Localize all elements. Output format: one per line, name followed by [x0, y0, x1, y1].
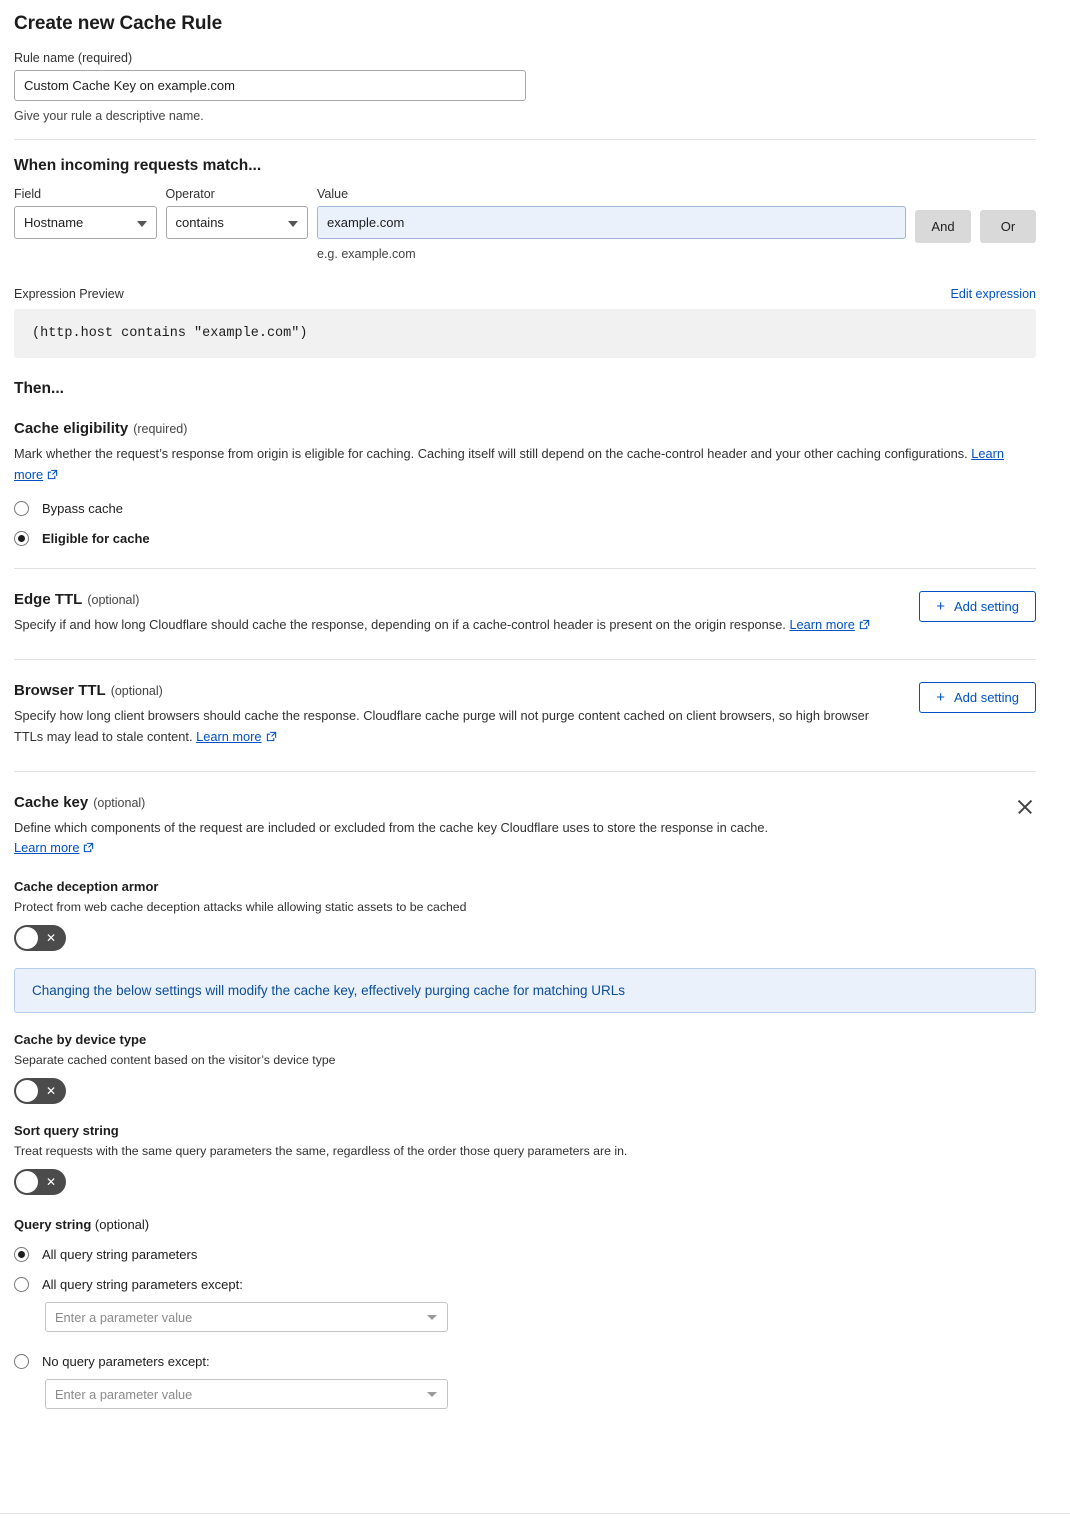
toggle-off-icon: ✕ — [45, 1175, 56, 1190]
match-row — [14, 187, 1036, 261]
radio-all-query-string-parameters-except-label: All query string parameters except: — [42, 1277, 243, 1293]
value-input[interactable] — [317, 206, 906, 239]
cache-key-optional: (optional) — [93, 795, 146, 810]
operator-select[interactable] — [166, 206, 309, 239]
field-select-value: Hostname — [24, 215, 84, 230]
edge-ttl-description — [14, 615, 870, 637]
browser-ttl-add-setting-button[interactable] — [919, 682, 1036, 713]
cache-deception-armor-toggle[interactable] — [14, 925, 66, 951]
field-select[interactable] — [14, 206, 157, 239]
none-except-parameter-placeholder: Enter a parameter value — [55, 1386, 193, 1402]
browser-ttl-title: Browser TTL — [14, 682, 106, 700]
edge-ttl-section — [14, 569, 1036, 637]
external-link-icon — [83, 839, 94, 860]
cache-key-description — [14, 818, 768, 860]
cache-key-heading — [14, 794, 768, 811]
bottom-bar — [0, 1513, 1070, 1520]
browser-ttl-section — [14, 660, 1036, 748]
toggle-knob — [16, 927, 38, 949]
radio-all-query-string-parameters[interactable] — [14, 1247, 29, 1262]
query-string-heading — [14, 1217, 1036, 1232]
cache-eligibility-optional: (required) — [133, 422, 188, 436]
toggle-knob — [16, 1171, 38, 1193]
toggle-knob — [16, 1080, 38, 1102]
edge-ttl-title: Edge TTL — [14, 591, 83, 609]
browser-ttl-add-setting-label: Add setting — [953, 690, 1019, 706]
cache-eligibility-description — [14, 444, 1014, 486]
or-button[interactable]: Or — [980, 210, 1036, 243]
all-except-parameter-placeholder: Enter a parameter value — [55, 1309, 193, 1325]
cache-deception-armor-title: Cache deception armor — [14, 879, 159, 895]
operator-label: Operator — [165, 187, 215, 201]
cache-by-device-type-description: Separate cached content based on the visitor’s device type — [14, 1053, 336, 1068]
expression-header — [14, 287, 1036, 301]
browser-ttl-description-text: Specify how long client browsers should cache the response. Cloudflare cache purge will not purge content cached on client browsers, so high browser TTLs may lead to stale content. — [14, 708, 870, 744]
value-hint: e.g. example.com — [317, 247, 416, 261]
query-string-title: Query string — [14, 1217, 92, 1233]
none-except-parameter-input[interactable] — [45, 1379, 448, 1409]
radio-no-query-parameters-except[interactable] — [14, 1354, 29, 1369]
edge-ttl-learn-more[interactable]: Learn more — [789, 617, 855, 633]
edge-ttl-add-setting-label: Add setting — [953, 599, 1019, 615]
expression-preview: (http.host contains "example.com") — [14, 309, 1036, 358]
cache-key-notice: Changing the below settings will modify the cache key, effectively purging cache for matching URLs — [14, 968, 1036, 1013]
plus-icon: + — [936, 598, 945, 616]
radio-eligible-for-cache[interactable] — [14, 531, 29, 546]
all-except-parameter-input[interactable] — [45, 1302, 448, 1332]
sort-query-string-title: Sort query string — [14, 1123, 119, 1139]
query-string-option-all-except[interactable] — [14, 1277, 1036, 1292]
cache-eligibility-heading — [14, 420, 1036, 437]
and-button[interactable]: And — [915, 210, 971, 243]
browser-ttl-optional: (optional) — [110, 684, 163, 699]
toggle-off-icon: ✕ — [45, 931, 56, 946]
external-link-icon — [859, 616, 870, 637]
browser-ttl-learn-more[interactable]: Learn more — [196, 728, 262, 744]
cache-eligibility-option-bypass[interactable] — [14, 501, 1036, 516]
cache-eligibility-option-eligible[interactable] — [14, 531, 1036, 546]
radio-no-query-parameters-except-label: No query parameters except: — [42, 1354, 210, 1370]
chevron-down-icon — [427, 1392, 437, 1397]
query-string-optional: (optional) — [94, 1217, 150, 1233]
operator-select-value: contains — [175, 215, 224, 230]
radio-all-query-string-parameters-except[interactable] — [14, 1277, 29, 1292]
cache-key-description-text: Define which components of the request are included or excluded from the cache key Cloudflare uses to store the response in cache. — [14, 819, 769, 835]
match-heading: When incoming requests match... — [14, 157, 262, 174]
cache-by-device-type-title: Cache by device type — [14, 1032, 147, 1048]
external-link-icon — [47, 466, 58, 487]
browser-ttl-description — [14, 706, 874, 748]
and-or-buttons — [915, 187, 1036, 243]
edge-ttl-optional: (optional) — [87, 593, 140, 608]
chevron-down-icon — [427, 1315, 437, 1320]
cache-key-title: Cache key — [14, 793, 89, 811]
rule-name-label: Rule name (required) — [14, 51, 133, 65]
cache-deception-armor-description: Protect from web cache deception attacks while allowing static assets to be cached — [14, 900, 467, 915]
radio-all-query-string-parameters-label: All query string parameters — [42, 1247, 198, 1263]
chevron-down-icon — [288, 221, 298, 227]
external-link-icon — [266, 728, 277, 749]
cache-eligibility-description-text: Mark whether the request’s response from origin is eligible for caching. Caching itself will still depend on the cache-control header and your other caching configurations. — [14, 446, 968, 461]
then-heading: Then... — [14, 380, 64, 397]
browser-ttl-heading — [14, 682, 874, 699]
divider-top — [14, 139, 1036, 140]
edge-ttl-description-text: Specify if and how long Cloudflare should cache the response, depending on if a cache-control header is present on the origin response. — [14, 617, 786, 633]
edge-ttl-add-setting-button[interactable] — [919, 591, 1036, 622]
radio-bypass-cache[interactable] — [14, 501, 29, 516]
edge-ttl-heading — [14, 591, 870, 608]
close-icon[interactable] — [1014, 796, 1036, 818]
chevron-down-icon — [137, 221, 147, 227]
value-column — [317, 187, 906, 261]
cache-key-learn-more[interactable]: Learn more — [14, 840, 80, 856]
query-string-option-none-except[interactable] — [14, 1354, 1036, 1369]
plus-icon: + — [936, 689, 945, 707]
toggle-off-icon: ✕ — [45, 1084, 56, 1099]
rule-name-input[interactable] — [14, 70, 526, 101]
cache-key-section — [14, 772, 1036, 860]
radio-bypass-cache-label: Bypass cache — [42, 501, 123, 517]
field-column — [14, 187, 157, 239]
query-string-option-all[interactable] — [14, 1247, 1036, 1262]
rule-name-helper: Give your rule a descriptive name. — [14, 109, 204, 123]
sort-query-string-toggle[interactable] — [14, 1169, 66, 1195]
expression-preview-label: Expression Preview — [14, 287, 124, 301]
value-label: Value — [317, 187, 349, 201]
edit-expression-link[interactable]: Edit expression — [950, 287, 1036, 301]
operator-column — [166, 187, 309, 239]
field-label: Field — [14, 187, 42, 201]
cache-eligibility-learn-more[interactable]: Learn more — [14, 446, 1004, 482]
sort-query-string-description: Treat requests with the same query parameters the same, regardless of the order those query parameters are in. — [14, 1144, 628, 1159]
cache-by-device-type-toggle[interactable] — [14, 1078, 66, 1104]
page-title: Create new Cache Rule — [14, 13, 223, 34]
cache-eligibility-title: Cache eligibility — [14, 420, 129, 437]
radio-eligible-for-cache-label: Eligible for cache — [42, 531, 150, 547]
